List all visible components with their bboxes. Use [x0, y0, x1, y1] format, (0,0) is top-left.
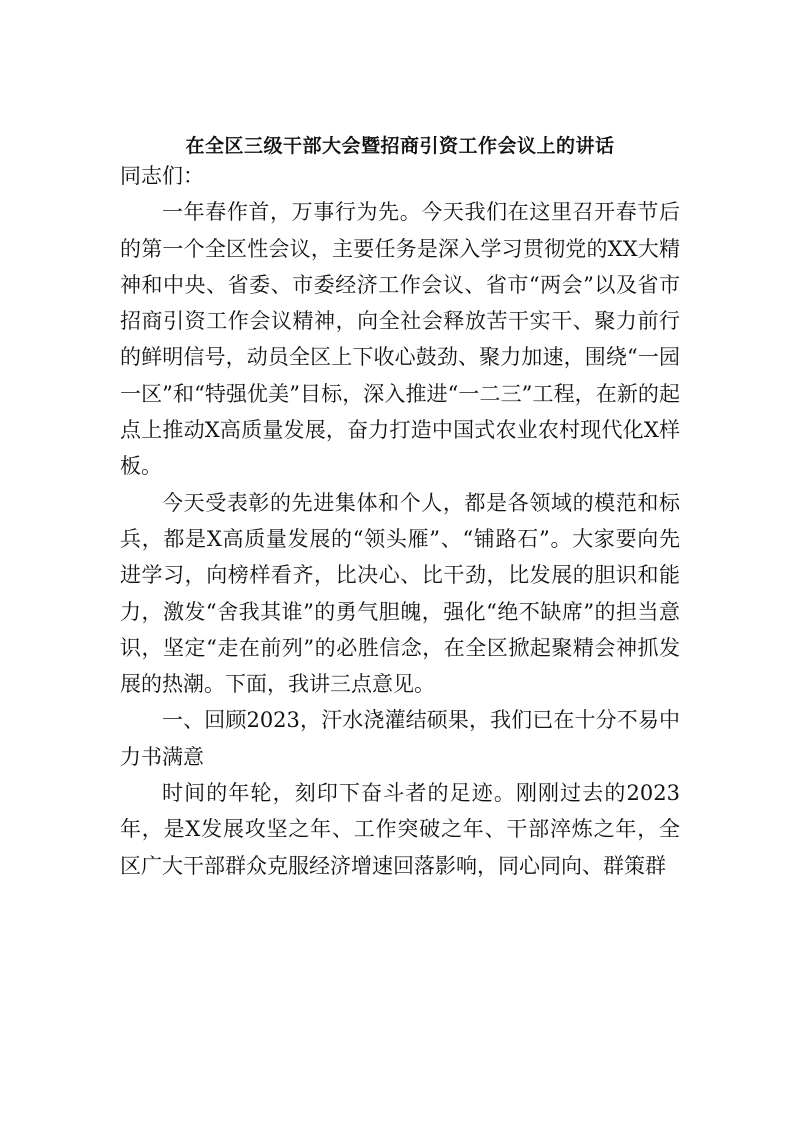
paragraph-review-2023: 时间的年轮，刻印下奋斗者的足迹。刚刚过去的2023年，是X发展攻坚之年、工作突破之年、干部淬炼之年，全区广大干部群众克服经济增速回落影响，同心同向、群策群 [120, 781, 680, 878]
paragraph-commendation: 今天受表彰的先进集体和个人，都是各领域的模范和标兵，都是X高质量发展的“领头雁”、“铺路石”。大家要向先进学习，向榜样看齐，比决心、比干劲，比发展的胆识和能力，激发“舍我其谁”的勇气胆魄，强化“绝不缺席”的担当意识，坚定“走在前列”的必胜信念，在全区掀起聚精会神抓发展的热潮。下面，我讲三点意见。 [120, 490, 680, 697]
document-body [120, 158, 680, 884]
section-heading-one: 一、回顾2023，汗水浇灌结硕果，我们已在十分不易中力书满意 [120, 708, 680, 769]
paragraph-opening: 一年春作首，万事行为先。今天我们在这里召开春节后的第一个全区性会议，主要任务是深入学习贯彻党的XX大精神和中央、省委、市委经济工作会议、省市“两会”以及省市招商引资工作会议精神，向全社会释放苦干实干、聚力前行的鲜明信号，动员全区上下收心鼓劲、聚力加速，围绕“一园一区”和“特强优美”目标，深入推进“一二三”工程，在新的起点上推动X高质量发展，奋力打造中国式农业农村现代化X样板。 [120, 200, 680, 479]
document-title: 在全区三级干部大会暨招商引资工作会议上的讲话 [185, 135, 615, 157]
salutation: 同志们： [120, 164, 204, 188]
